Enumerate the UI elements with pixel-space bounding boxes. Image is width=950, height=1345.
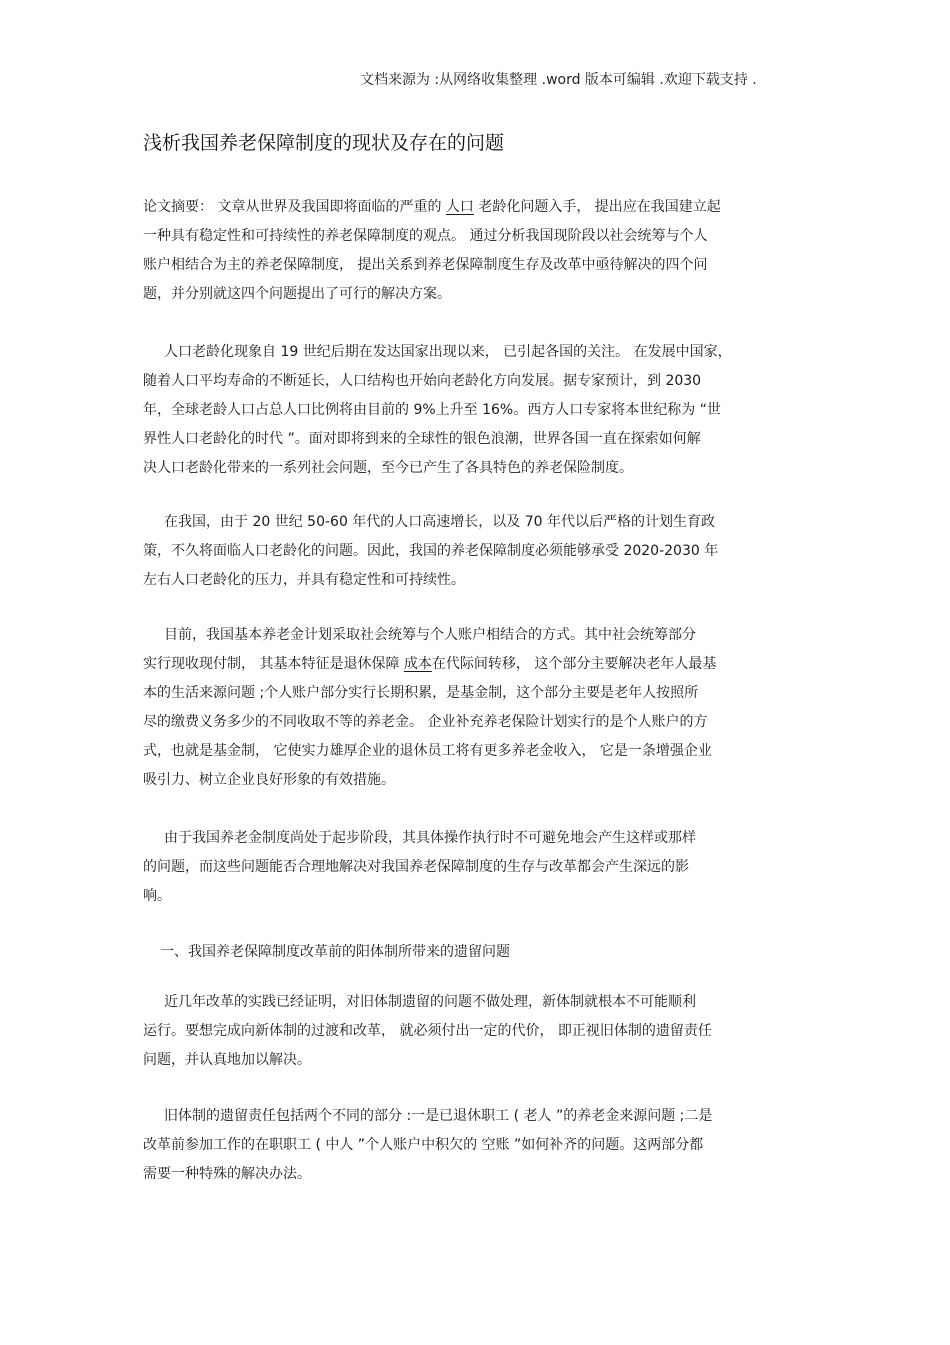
abstract-line: 论文摘要： 文章从世界及我国即将面临的严重的 人口 老龄化问题入手， 提出应在我国建立起 [143,199,721,215]
paragraph-line: 改革前参加工作的在职职工 ( 中人 ”个人账户中积欠的 空账 ”如何补齐的问题。这两部分都 [143,1137,704,1153]
paragraph-problems [143,824,808,911]
paragraph-line: 目前，我国基本养老金计划采取社会统筹与个人账户相结合的方式。其中社会统筹部分 [164,627,696,643]
paragraph-legacy-responsibility [143,1102,808,1189]
paragraph-line: 近几年改革的实践已经证明，对旧体制遗留的问题不做处理，新体制就根本不可能顺利 [164,994,696,1010]
paragraph-line: 旧体制的遗留责任包括两个不同的部分 :一是已退休职工 ( 老人 ”的养老金来源问题 ;二是 [164,1108,713,1124]
paragraph-aging [143,338,808,483]
paragraph-line: 需要一种特殊的解决办法。 [143,1166,311,1182]
section-heading-1 [143,938,808,967]
paragraph-line: 问题，并认真地加以解决。 [143,1052,311,1068]
paragraph-line: 决人口老龄化带来的一系列社会问题，至今已产生了各具特色的养老保险制度。 [143,460,633,476]
paragraph-line: 吸引力、树立企业良好形象的有效措施。 [143,772,395,788]
paragraph-china [143,508,808,595]
paragraph-reform-practice [143,988,808,1075]
paragraph-line: 年，全球老龄人口占总人口比例将由目前的 9%上升至 16%。西方人口专家将本世纪称为 “世 [143,402,721,418]
paragraph-line: 的问题，而这些问题能否合理地解决对我国养老保障制度的生存与改革都会产生深远的影 [143,859,689,875]
underlined-term: 人口 [445,199,474,215]
paragraph-line: 式，也就是基金制， 它使实力雄厚企业的退休员工将有更多养老金收入， 它是一条增强企业 [143,743,712,759]
paragraph-line: 策，不久将面临人口老龄化的问题。因此，我国的养老保障制度必须能够承受 2020-2030 年 [143,543,719,559]
source-note: 文档来源为 :从网络收集整理 .word 版本可编辑 .欢迎下载支持 . [360,72,757,88]
paragraph-line: 由于我国养老金制度尚处于起步阶段，其具体操作执行时不可避免地会产生这样或那样 [164,830,696,846]
document-title: 浅析我国养老保障制度的现状及存在的问题 [143,132,505,154]
paragraph-line: 随着人口平均寿命的不断延长，人口结构也开始向老龄化方向发展。据专家预计，到 2030 [143,373,702,389]
paragraph-line: 在我国，由于 20 世纪 50-60 年代的人口高速增长，以及 70 年代以后严格的计划生育政 [164,514,716,530]
section-heading-text: 一、我国养老保障制度改革前的阳体制所带来的遗留问题 [160,944,510,960]
paragraph-current-system [143,621,808,795]
paragraph-line: 实行现收现付制， 其基本特征是退休保障 成本在代际间转移， 这个部分主要解决老年人最基 [143,656,717,672]
paragraph-line: 响。 [143,888,171,904]
paragraph-line: 左右人口老龄化的压力，并具有稳定性和可持续性。 [143,572,465,588]
paragraph-line: 人口老龄化现象自 19 世纪后期在发达国家出现以来， 已引起各国的关注。 在发展中国家， [164,344,732,360]
paragraph-line: 本的生活来源问题 ;个人账户部分实行长期积累，是基金制，这个部分主要是老年人按照所 [143,685,699,701]
paragraph-line: 界性人口老龄化的时代 ”。面对即将到来的全球性的银色浪潮，世界各国一直在探索如何解 [143,431,701,447]
paragraph-line: 尽的缴费义务多少的不同收取不等的养老金。 企业补充养老保险计划实行的是个人账户的方 [143,714,708,730]
abstract-line: 题，并分别就这四个问题提出了可行的解决方案。 [143,286,451,302]
underlined-term: 成本 [403,656,432,672]
abstract-line: 账户相结合为主的养老保障制度， 提出关系到养老保障制度生存及改革中亟待解决的四个问 [143,257,708,273]
abstract-line: 一种具有稳定性和可持续性的养老保障制度的观点。 通过分析我国现阶段以社会统筹与个人 [143,228,708,244]
paragraph-line: 运行。要想完成向新体制的过渡和改革， 就必须付出一定的代价， 即正视旧体制的遗留责任 [143,1023,712,1039]
abstract-paragraph [143,193,808,309]
